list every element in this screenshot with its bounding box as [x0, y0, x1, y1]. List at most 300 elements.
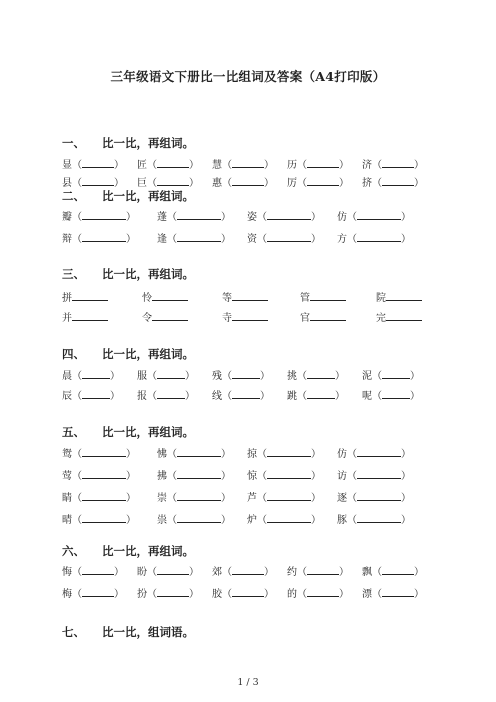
- character: 管: [300, 293, 310, 304]
- open-paren: （: [222, 567, 232, 578]
- character: 炉: [247, 515, 257, 526]
- character-cell: [157, 469, 231, 483]
- close-paren: ）: [264, 178, 274, 189]
- character-cell: [137, 389, 195, 403]
- answer-blank[interactable]: [82, 369, 110, 379]
- open-paren: （: [167, 471, 177, 482]
- open-paren: （: [222, 160, 232, 171]
- open-paren: （: [372, 160, 382, 171]
- open-paren: （: [167, 449, 177, 460]
- character: 晴: [62, 515, 72, 526]
- answer-blank[interactable]: [307, 369, 335, 379]
- character-cell: [62, 513, 136, 527]
- character: 扮: [137, 589, 147, 600]
- answer-blank[interactable]: [357, 491, 401, 501]
- close-paren: ）: [410, 391, 420, 402]
- character-cell: [212, 565, 274, 579]
- open-paren: （: [347, 449, 357, 460]
- section-number: 六、: [62, 544, 85, 558]
- open-paren: （: [257, 515, 267, 526]
- answer-blank[interactable]: [157, 389, 185, 399]
- answer-blank[interactable]: [310, 311, 346, 321]
- close-paren: ）: [410, 371, 420, 382]
- open-paren: （: [72, 471, 82, 482]
- section-heading: [62, 188, 194, 204]
- answer-blank[interactable]: [307, 389, 335, 399]
- answer-blank[interactable]: [152, 291, 188, 301]
- close-paren: ）: [221, 449, 231, 460]
- answer-blank[interactable]: [357, 469, 401, 479]
- answer-blank[interactable]: [82, 447, 126, 457]
- open-paren: （: [347, 212, 357, 223]
- character: 院: [376, 293, 386, 304]
- close-paren: ）: [110, 391, 120, 402]
- character-cell: [157, 210, 231, 224]
- answer-blank[interactable]: [82, 158, 114, 168]
- character: 厉: [287, 178, 297, 189]
- answer-blank[interactable]: [177, 491, 221, 501]
- page-number: 1 / 3: [237, 677, 259, 688]
- close-paren: ）: [114, 160, 124, 171]
- section-number: 三、: [62, 267, 85, 281]
- character-cell: [212, 587, 274, 601]
- close-paren: ）: [114, 589, 124, 600]
- character-cell: [247, 210, 321, 224]
- answer-blank[interactable]: [307, 587, 339, 597]
- answer-blank[interactable]: [382, 389, 410, 399]
- close-paren: ）: [401, 449, 411, 460]
- answer-blank[interactable]: [232, 587, 264, 597]
- character: 仿: [337, 449, 347, 460]
- answer-blank[interactable]: [232, 176, 264, 186]
- close-paren: ）: [264, 567, 274, 578]
- close-paren: ）: [189, 178, 199, 189]
- character: 瓣: [62, 212, 72, 223]
- close-paren: ）: [126, 493, 136, 504]
- character: 拂: [157, 471, 167, 482]
- answer-blank[interactable]: [382, 369, 410, 379]
- open-paren: （: [347, 471, 357, 482]
- open-paren: （: [72, 212, 82, 223]
- open-paren: （: [297, 178, 307, 189]
- character: 线: [212, 391, 222, 402]
- character: 辩: [62, 234, 72, 245]
- answer-blank[interactable]: [82, 210, 126, 220]
- close-paren: ）: [335, 391, 345, 402]
- section-number: 二、: [62, 189, 85, 203]
- character-cell: [337, 232, 411, 246]
- open-paren: （: [147, 178, 157, 189]
- character-cell: [137, 587, 199, 601]
- open-paren: （: [372, 391, 382, 402]
- character: 漂: [362, 589, 372, 600]
- open-paren: （: [297, 589, 307, 600]
- answer-blank[interactable]: [157, 565, 189, 575]
- character: 资: [247, 234, 257, 245]
- close-paren: ）: [339, 178, 349, 189]
- open-paren: （: [167, 515, 177, 526]
- character: 服: [137, 371, 147, 382]
- section-number: 五、: [62, 425, 85, 439]
- character-cell: [142, 291, 188, 305]
- close-paren: ）: [221, 515, 231, 526]
- open-paren: （: [72, 589, 82, 600]
- answer-blank[interactable]: [157, 158, 189, 168]
- character: 挤: [362, 178, 372, 189]
- character-cell: [222, 291, 268, 305]
- close-paren: ）: [221, 471, 231, 482]
- character-cell: [337, 513, 411, 527]
- character: 泥: [362, 371, 372, 382]
- answer-blank[interactable]: [382, 587, 414, 597]
- character-cell: [337, 210, 411, 224]
- character-cell: [137, 565, 199, 579]
- open-paren: （: [222, 391, 232, 402]
- open-paren: （: [72, 515, 82, 526]
- character: 飘: [362, 567, 372, 578]
- open-paren: （: [72, 160, 82, 171]
- character: 慧: [212, 160, 222, 171]
- close-paren: ）: [126, 212, 136, 223]
- character-cell: [157, 491, 231, 505]
- answer-blank[interactable]: [267, 491, 311, 501]
- character: 鸳: [62, 449, 72, 460]
- open-paren: （: [72, 391, 82, 402]
- close-paren: ）: [189, 567, 199, 578]
- character: 显: [62, 160, 72, 171]
- close-paren: ）: [339, 567, 349, 578]
- close-paren: ）: [126, 471, 136, 482]
- open-paren: （: [297, 567, 307, 578]
- answer-blank[interactable]: [72, 311, 108, 321]
- character: 令: [142, 313, 152, 324]
- character: 报: [137, 391, 147, 402]
- character-cell: [287, 369, 345, 383]
- answer-blank[interactable]: [232, 369, 260, 379]
- character-cell: [287, 565, 349, 579]
- character: 并: [62, 313, 72, 324]
- answer-blank[interactable]: [267, 232, 311, 242]
- answer-blank[interactable]: [177, 210, 221, 220]
- character-cell: [62, 311, 108, 325]
- open-paren: （: [257, 234, 267, 245]
- character-cell: [337, 447, 411, 461]
- close-paren: ）: [114, 178, 124, 189]
- character-cell: [222, 311, 268, 325]
- answer-blank[interactable]: [157, 587, 189, 597]
- character: 蓬: [157, 212, 167, 223]
- close-paren: ）: [260, 391, 270, 402]
- open-paren: （: [72, 234, 82, 245]
- character: 姿: [247, 212, 257, 223]
- open-paren: （: [347, 493, 357, 504]
- character-cell: [62, 491, 136, 505]
- character: 悔: [62, 567, 72, 578]
- page-title: 三年级语文下册比一比组词及答案（A4打印版）: [110, 69, 386, 84]
- character: 惊: [247, 471, 257, 482]
- close-paren: ）: [339, 589, 349, 600]
- open-paren: （: [372, 567, 382, 578]
- open-paren: （: [147, 391, 157, 402]
- section-instruction: 比一比，再组词。: [102, 347, 194, 361]
- open-paren: （: [167, 212, 177, 223]
- character-cell: [62, 232, 136, 246]
- character-cell: [62, 369, 120, 383]
- close-paren: ）: [401, 234, 411, 245]
- section-instruction: 比一比，再组词。: [102, 544, 194, 558]
- close-paren: ）: [126, 515, 136, 526]
- section-heading: [62, 346, 194, 362]
- character-cell: [287, 389, 345, 403]
- character-cell: [212, 158, 274, 172]
- open-paren: （: [147, 371, 157, 382]
- answer-blank[interactable]: [82, 587, 114, 597]
- character-cell: [212, 176, 274, 190]
- character-cell: [337, 491, 411, 505]
- open-paren: （: [72, 567, 82, 578]
- close-paren: ）: [110, 371, 120, 382]
- character-cell: [62, 389, 120, 403]
- character-cell: [142, 311, 188, 325]
- character-cell: [212, 389, 270, 403]
- close-paren: ）: [185, 371, 195, 382]
- answer-blank[interactable]: [267, 210, 311, 220]
- answer-blank[interactable]: [382, 176, 414, 186]
- section-heading: [62, 266, 194, 282]
- open-paren: （: [347, 234, 357, 245]
- character-cell: [62, 291, 108, 305]
- answer-blank[interactable]: [357, 447, 401, 457]
- character-cell: [376, 291, 422, 305]
- answer-blank[interactable]: [357, 232, 401, 242]
- character-cell: [247, 491, 321, 505]
- close-paren: ）: [414, 567, 424, 578]
- character: 祟: [157, 515, 167, 526]
- character: 跳: [287, 391, 297, 402]
- open-paren: （: [222, 178, 232, 189]
- answer-blank[interactable]: [177, 469, 221, 479]
- section-instruction: 比一比，再组词。: [102, 267, 194, 281]
- character: 呢: [362, 391, 372, 402]
- section-instruction: 比一比，再组词。: [102, 425, 194, 439]
- character-cell: [362, 565, 424, 579]
- answer-blank[interactable]: [177, 447, 221, 457]
- open-paren: （: [297, 371, 307, 382]
- section-heading: [62, 543, 194, 559]
- character: 仿: [337, 212, 347, 223]
- character: 挑: [287, 371, 297, 382]
- open-paren: （: [72, 493, 82, 504]
- character: 掠: [247, 449, 257, 460]
- character-cell: [157, 232, 231, 246]
- character-cell: [62, 565, 124, 579]
- close-paren: ）: [189, 160, 199, 171]
- close-paren: ）: [401, 515, 411, 526]
- character-cell: [247, 513, 321, 527]
- close-paren: ）: [114, 567, 124, 578]
- open-paren: （: [167, 234, 177, 245]
- answer-blank[interactable]: [232, 389, 260, 399]
- character: 完: [376, 313, 386, 324]
- answer-blank[interactable]: [267, 447, 311, 457]
- answer-blank[interactable]: [72, 291, 108, 301]
- character-cell: [362, 389, 420, 403]
- character-cell: [247, 469, 321, 483]
- answer-blank[interactable]: [232, 158, 264, 168]
- open-paren: （: [257, 493, 267, 504]
- answer-blank[interactable]: [177, 513, 221, 523]
- answer-blank[interactable]: [177, 232, 221, 242]
- character-cell: [300, 291, 346, 305]
- close-paren: ）: [401, 493, 411, 504]
- answer-blank[interactable]: [357, 210, 401, 220]
- close-paren: ）: [401, 471, 411, 482]
- open-paren: （: [297, 160, 307, 171]
- open-paren: （: [167, 493, 177, 504]
- answer-blank[interactable]: [267, 469, 311, 479]
- answer-blank[interactable]: [232, 311, 268, 321]
- section-number: 一、: [62, 136, 85, 150]
- character: 芦: [247, 493, 257, 504]
- character: 官: [300, 313, 310, 324]
- character-cell: [362, 587, 424, 601]
- character: 济: [362, 160, 372, 171]
- character-cell: [247, 232, 321, 246]
- section-heading: [62, 135, 194, 151]
- answer-blank[interactable]: [386, 311, 422, 321]
- answer-blank[interactable]: [232, 291, 268, 301]
- character: 残: [212, 371, 222, 382]
- character-cell: [157, 447, 231, 461]
- character: 拼: [62, 293, 72, 304]
- section-instruction: 比一比，再组词。: [102, 189, 194, 203]
- character: 崇: [157, 493, 167, 504]
- character-cell: [362, 176, 424, 190]
- character: 辰: [62, 391, 72, 402]
- character-cell: [137, 158, 199, 172]
- answer-blank[interactable]: [357, 513, 401, 523]
- character-cell: [362, 369, 420, 383]
- character-cell: [300, 311, 346, 325]
- close-paren: ）: [311, 449, 321, 460]
- open-paren: （: [347, 515, 357, 526]
- character: 历: [287, 160, 297, 171]
- close-paren: ）: [414, 160, 424, 171]
- open-paren: （: [72, 178, 82, 189]
- answer-blank[interactable]: [82, 232, 126, 242]
- answer-blank[interactable]: [386, 291, 422, 301]
- character: 胶: [212, 589, 222, 600]
- answer-blank[interactable]: [382, 565, 414, 575]
- character: 莺: [62, 471, 72, 482]
- character: 约: [287, 567, 297, 578]
- character: 等: [222, 293, 232, 304]
- answer-blank[interactable]: [157, 176, 189, 186]
- character-cell: [247, 447, 321, 461]
- close-paren: ）: [126, 234, 136, 245]
- open-paren: （: [222, 589, 232, 600]
- character: 访: [337, 471, 347, 482]
- character: 豚: [337, 515, 347, 526]
- answer-blank[interactable]: [382, 158, 414, 168]
- close-paren: ）: [260, 371, 270, 382]
- character: 怫: [157, 449, 167, 460]
- open-paren: （: [147, 160, 157, 171]
- character-cell: [376, 311, 422, 325]
- close-paren: ）: [311, 234, 321, 245]
- character: 晨: [62, 371, 72, 382]
- answer-blank[interactable]: [152, 311, 188, 321]
- answer-blank[interactable]: [307, 158, 339, 168]
- open-paren: （: [257, 449, 267, 460]
- close-paren: ）: [339, 160, 349, 171]
- answer-blank[interactable]: [310, 291, 346, 301]
- answer-blank[interactable]: [82, 513, 126, 523]
- close-paren: ）: [311, 471, 321, 482]
- character-cell: [157, 513, 231, 527]
- close-paren: ）: [311, 493, 321, 504]
- character-cell: [287, 176, 349, 190]
- character: 梅: [62, 589, 72, 600]
- answer-blank[interactable]: [82, 389, 110, 399]
- character: 逐: [337, 493, 347, 504]
- section-heading: [62, 424, 194, 440]
- character: 方: [337, 234, 347, 245]
- open-paren: （: [372, 371, 382, 382]
- close-paren: ）: [221, 212, 231, 223]
- open-paren: （: [222, 371, 232, 382]
- open-paren: （: [372, 178, 382, 189]
- close-paren: ）: [126, 449, 136, 460]
- character: 匠: [137, 160, 147, 171]
- answer-blank[interactable]: [307, 176, 339, 186]
- close-paren: ）: [221, 493, 231, 504]
- character-cell: [62, 158, 124, 172]
- answer-blank[interactable]: [157, 369, 185, 379]
- character: 寺: [222, 313, 232, 324]
- section-number: 四、: [62, 347, 85, 361]
- answer-blank[interactable]: [82, 176, 114, 186]
- character-cell: [362, 158, 424, 172]
- answer-blank[interactable]: [232, 565, 264, 575]
- character-cell: [62, 587, 124, 601]
- character-cell: [62, 210, 136, 224]
- character: 睛: [62, 493, 72, 504]
- open-paren: （: [372, 589, 382, 600]
- open-paren: （: [72, 449, 82, 460]
- character: 的: [287, 589, 297, 600]
- character-cell: [137, 369, 195, 383]
- close-paren: ）: [311, 515, 321, 526]
- answer-blank[interactable]: [267, 513, 311, 523]
- answer-blank[interactable]: [82, 491, 126, 501]
- close-paren: ）: [221, 234, 231, 245]
- answer-blank[interactable]: [82, 469, 126, 479]
- close-paren: ）: [311, 212, 321, 223]
- answer-blank[interactable]: [307, 565, 339, 575]
- character-cell: [212, 369, 270, 383]
- close-paren: ）: [264, 589, 274, 600]
- character: 县: [62, 178, 72, 189]
- answer-blank[interactable]: [82, 565, 114, 575]
- close-paren: ）: [335, 371, 345, 382]
- close-paren: ）: [185, 391, 195, 402]
- close-paren: ）: [401, 212, 411, 223]
- character-cell: [62, 469, 136, 483]
- close-paren: ）: [189, 589, 199, 600]
- section-number: 七、: [62, 625, 85, 639]
- section-instruction: 比一比，组词语。: [102, 625, 194, 639]
